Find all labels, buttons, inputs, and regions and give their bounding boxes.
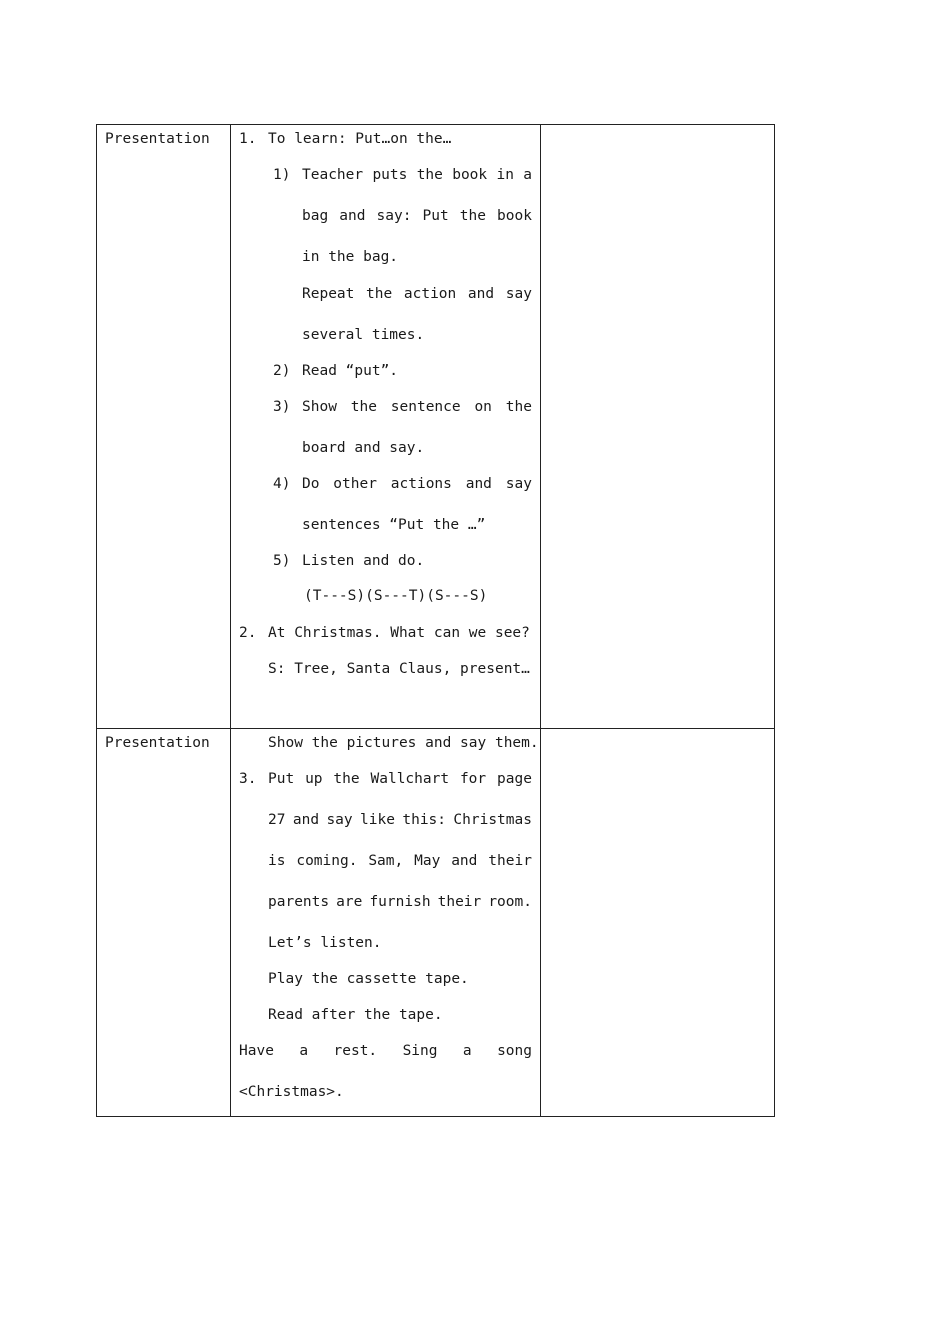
word: Wallchart bbox=[370, 771, 450, 787]
table-row bbox=[97, 125, 775, 729]
word: are bbox=[336, 894, 363, 910]
word: book bbox=[497, 208, 532, 224]
closing-line bbox=[239, 1042, 532, 1060]
item-number: 2. bbox=[239, 625, 257, 641]
step-line: sentences “Put the …” bbox=[302, 517, 486, 533]
step-line: Read “put”. bbox=[302, 363, 399, 379]
word: the bbox=[505, 399, 532, 415]
word: in bbox=[496, 167, 514, 183]
word: page bbox=[497, 771, 532, 787]
word: the bbox=[416, 167, 443, 183]
word: May bbox=[414, 853, 441, 869]
step-line: Listen and do. bbox=[302, 553, 425, 569]
word: Put bbox=[268, 771, 295, 787]
step-line: several times. bbox=[302, 327, 425, 343]
item-heading: To learn: Put…on the… bbox=[268, 131, 452, 147]
stage-label: Presentation bbox=[105, 735, 210, 751]
lesson-plan-table bbox=[96, 124, 775, 1117]
step-line: (T---S)(S---T)(S---S) bbox=[304, 588, 488, 604]
word: a bbox=[523, 167, 532, 183]
step-line bbox=[302, 207, 532, 225]
word: bag bbox=[302, 208, 329, 224]
step-line bbox=[302, 166, 532, 184]
word: on bbox=[474, 399, 492, 415]
step-number: 5) bbox=[273, 553, 291, 569]
word: Put bbox=[422, 208, 449, 224]
step-number: 2) bbox=[273, 363, 291, 379]
word: Sam, bbox=[368, 853, 404, 869]
stage-cell bbox=[97, 125, 231, 729]
item-number: 1. bbox=[239, 131, 257, 147]
content-cell bbox=[231, 125, 541, 729]
stage-cell bbox=[97, 729, 231, 1117]
notes-cell bbox=[541, 729, 775, 1117]
word: 27 bbox=[268, 812, 286, 828]
word: action bbox=[403, 286, 457, 302]
word: like bbox=[360, 812, 395, 828]
word: furnish bbox=[369, 894, 431, 910]
word: Sing bbox=[402, 1043, 438, 1059]
word: this: bbox=[402, 812, 447, 828]
stage-label: Presentation bbox=[105, 131, 210, 147]
word: and bbox=[292, 812, 320, 828]
word: the bbox=[459, 208, 486, 224]
step-line bbox=[302, 398, 532, 416]
word: a bbox=[462, 1043, 472, 1059]
content-cell bbox=[231, 729, 541, 1117]
word: sentence bbox=[390, 399, 461, 415]
word: Show bbox=[302, 399, 337, 415]
word: the bbox=[333, 771, 360, 787]
word: the bbox=[350, 399, 377, 415]
closing-line: <Christmas>. bbox=[239, 1084, 344, 1100]
word: rest. bbox=[333, 1043, 378, 1059]
word: their bbox=[488, 853, 532, 869]
item-line bbox=[268, 852, 532, 870]
word: and bbox=[451, 853, 478, 869]
item-line bbox=[268, 893, 532, 911]
word: book bbox=[452, 167, 488, 183]
word: and bbox=[339, 208, 366, 224]
word: room. bbox=[488, 894, 532, 910]
word: song bbox=[497, 1043, 532, 1059]
word: Christmas bbox=[453, 812, 532, 828]
word: Repeat bbox=[302, 286, 355, 302]
lead-line: Show the pictures and say them. bbox=[268, 735, 539, 751]
item-line: Play the cassette tape. bbox=[268, 971, 469, 987]
word: say: bbox=[376, 208, 412, 224]
word: coming. bbox=[296, 853, 358, 869]
word: and bbox=[465, 476, 492, 492]
word: Teacher bbox=[302, 167, 364, 183]
step-number: 1) bbox=[273, 167, 291, 183]
word: up bbox=[305, 771, 323, 787]
word: and bbox=[467, 286, 495, 302]
notes-cell bbox=[541, 125, 775, 729]
word: puts bbox=[372, 167, 408, 183]
word: other bbox=[333, 476, 377, 492]
item-line bbox=[268, 811, 532, 829]
word: Do bbox=[302, 476, 320, 492]
word: for bbox=[459, 771, 487, 787]
item-number: 3. bbox=[239, 771, 257, 787]
step-number: 3) bbox=[273, 399, 291, 415]
table-row bbox=[97, 729, 775, 1117]
item-line bbox=[268, 770, 532, 788]
word: a bbox=[299, 1043, 309, 1059]
word: Have bbox=[239, 1043, 274, 1059]
step-line: in the bag. bbox=[302, 249, 399, 265]
step-line bbox=[302, 475, 532, 493]
word: say bbox=[505, 286, 532, 302]
item-line: At Christmas. What can we see? bbox=[268, 625, 530, 641]
step-line: board and say. bbox=[302, 440, 425, 456]
item-line: S: Tree, Santa Claus, present… bbox=[268, 661, 530, 677]
step-number: 4) bbox=[273, 476, 291, 492]
word: actions bbox=[390, 476, 452, 492]
item-line: Read after the tape. bbox=[268, 1007, 443, 1023]
item-line: Let’s listen. bbox=[268, 935, 382, 951]
word: parents bbox=[268, 894, 330, 910]
word: their bbox=[437, 894, 482, 910]
word: say bbox=[505, 476, 532, 492]
step-line bbox=[302, 285, 532, 303]
word: is bbox=[268, 853, 286, 869]
word: the bbox=[366, 286, 393, 302]
word: say bbox=[326, 812, 353, 828]
